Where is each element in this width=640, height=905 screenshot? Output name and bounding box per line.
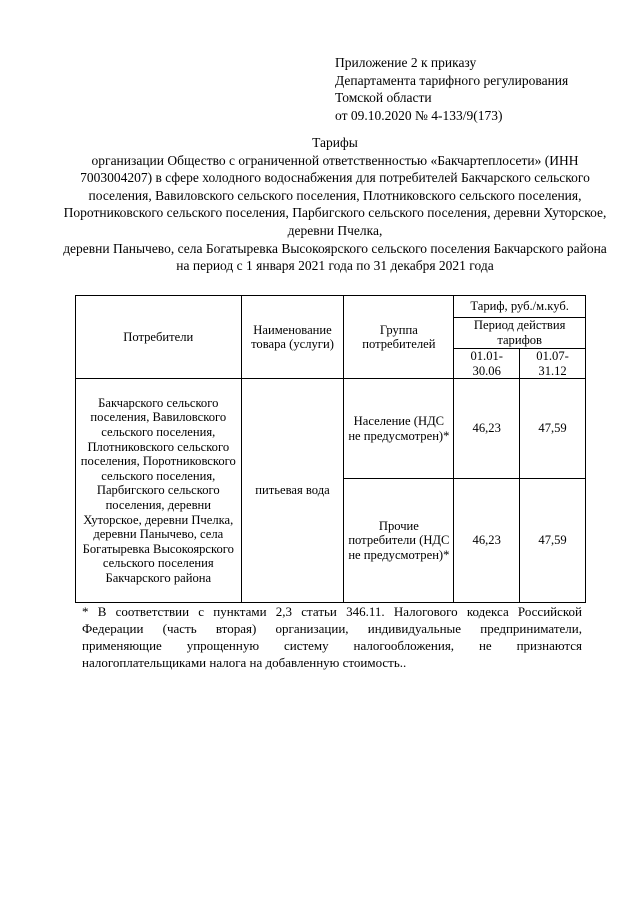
annex-header <box>335 54 625 124</box>
header-consumers: Потребители <box>76 296 242 379</box>
tariff-cell-2: 47,59 <box>520 479 586 603</box>
header-period-2: 01.07-31.12 <box>520 349 586 379</box>
document-heading <box>60 134 610 275</box>
heading-body: организации Общество с ограниченной ответственностью «Бакчартеплосети» (ИНН 7003004207) в сфере холодного водоснабжения для потребителей Бакчарского сельского поселения, Вавиловского сельского поселения, Плотниковского сельского поселения, Поротниковского сельского поселения, Парбигского сельского поселения, деревни Хуторское, деревни Пчелка, <box>63 152 607 238</box>
heading-period: на период с 1 января 2021 года по 31 декабря 2021 года <box>176 258 494 274</box>
header-period-1: 01.01-30.06 <box>454 349 520 379</box>
table-row <box>76 379 586 479</box>
annex-line-4: от 09.10.2020 № 4-133/9(173) <box>335 107 503 123</box>
group-cell: Прочие потребители (НДС не предусмотрен)* <box>344 479 454 603</box>
document-title: Тарифы <box>312 135 358 150</box>
header-period: Период действия тарифов <box>454 318 586 349</box>
tariff-cell-2: 47,59 <box>520 379 586 479</box>
header-tariff: Тариф, руб./м.куб. <box>454 296 586 318</box>
annex-line-3: Томской области <box>335 90 432 105</box>
header-product: Наименование товара (услуги) <box>241 296 344 379</box>
annex-line-2: Департамента тарифного регулирования <box>335 72 569 88</box>
consumers-cell: Бакчарского сельского поселения, Вавиловского сельского поселения, Плотниковского сельского поселения, Поротниковского сельского поселения, Парбигского сельского поселения, деревни Хуторское, деревни Пчелка, деревни Панычево, села Богатыревка Высокоярского сельского поселения Бакчарского района <box>76 379 242 603</box>
footnote: * В соответствии с пунктами 2,3 статьи 346.11. Налогового кодекса Российской Федерации (часть вторая) организации, индивидуальные предприниматели, применяющие упрощенную систему налогообложения, не признаются налогоплательщиками налога на добавленную стоимость.. <box>82 604 582 670</box>
tariff-cell-1: 46,23 <box>454 379 520 479</box>
product-cell: питьевая вода <box>241 379 344 603</box>
annex-line-1: Приложение 2 к приказу <box>335 55 477 70</box>
tariff-table <box>75 295 586 603</box>
group-cell: Население (НДС не предусмотрен)* <box>344 379 454 479</box>
header-group: Группа потребителей <box>344 296 454 379</box>
heading-line-extra: деревни Панычево, села Богатыревка Высокоярского сельского поселения Бакчарского района <box>63 240 607 256</box>
tariff-cell-1: 46,23 <box>454 479 520 603</box>
